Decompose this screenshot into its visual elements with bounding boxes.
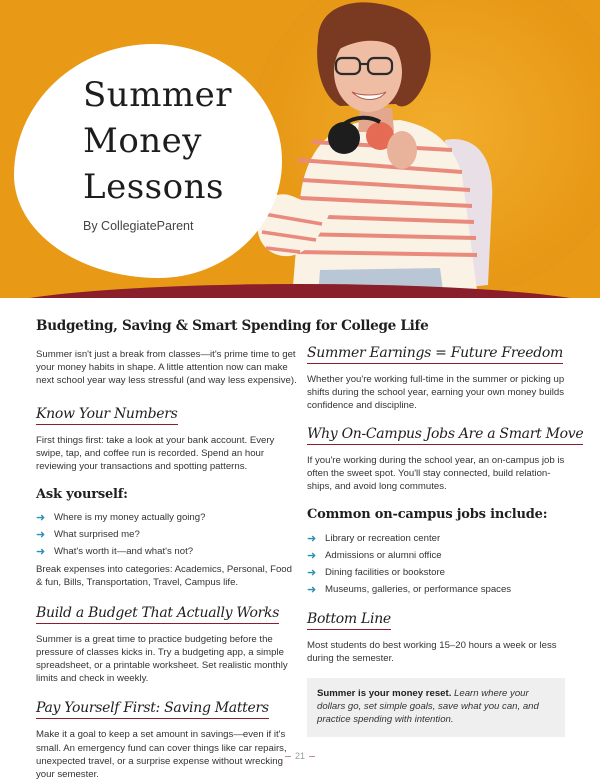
arrow-right-icon: ➜ xyxy=(307,550,317,563)
build-budget-body: Summer is a great time to practice budgeting before the pressure of classes kicks in. Try a budgeting app, a simple spreadsheet, or a printable worksheet. Set realistic monthly limits and check in weekly. xyxy=(36,633,288,685)
common-jobs-title: Common on-campus jobs include: xyxy=(307,507,548,523)
pay-yourself-body: Make it a goal to keep a set amount in savings—even if it's small. An emergency fund can cover things like car repairs, unexpected travel, or a surprise expense without wrecking your semester. xyxy=(36,729,287,779)
categories-paragraph: Break expenses into categories: Academics, Personal, Food & fun, Bills, Transportation, Travel, Campus life. xyxy=(36,564,292,589)
footer-dash-left xyxy=(285,756,291,757)
build-budget-title: Build a Budget That Actually Works xyxy=(36,605,279,624)
know-numbers-body: First things first: take a look at your bank account. Every swipe, tap, and coffee run is recorded. Spend an hour reviewing your transactions and spotting patterns. xyxy=(36,434,275,473)
on-campus-body: If you're working during the school year, an on-campus job is often the sweet spot. You'll stay connected, build relation-ships, and avoid long commutes. xyxy=(307,454,565,493)
hero-title-line-3: Lessons xyxy=(83,167,224,207)
arrow-right-icon: ➜ xyxy=(36,529,46,542)
list-item: ➜ Museums, galleries, or performance spaces xyxy=(307,584,512,597)
intro-paragraph: Summer isn't just a break from classes—it's prime time to get your money habits in shape. A little attention now can make next school year way less stressful (and way less expensive). xyxy=(36,349,297,387)
hero-banner xyxy=(0,0,600,298)
footer-dash-right xyxy=(309,756,315,757)
hero-byline: By CollegiateParent xyxy=(83,219,194,233)
on-campus-title: Why On-Campus Jobs Are a Smart Move xyxy=(307,426,583,445)
arrow-right-icon: ➜ xyxy=(307,567,317,580)
list-item: ➜ What surprised me? xyxy=(36,529,140,542)
common-jobs-list xyxy=(307,533,565,596)
callout-box xyxy=(307,678,565,738)
page-number: 21 xyxy=(294,751,305,761)
main-heading: Budgeting, Saving & Smart Spending for College Life xyxy=(36,318,429,334)
know-numbers-title: Know Your Numbers xyxy=(36,406,178,425)
list-item: ➜ Dining facilities or bookstore xyxy=(307,567,445,580)
pay-yourself-title: Pay Yourself First: Saving Matters xyxy=(36,700,269,719)
page-footer xyxy=(0,751,600,761)
arrow-right-icon: ➜ xyxy=(307,533,317,546)
list-item: ➜ What's worth it—and what's not? xyxy=(36,546,194,559)
hero-title-line-2: Money xyxy=(83,121,203,161)
list-item: ➜ Library or recreation center xyxy=(307,533,441,546)
arrow-right-icon: ➜ xyxy=(307,584,317,597)
bottom-line-body: Most students do best working 15–20 hours a week or less during the semester. xyxy=(307,640,557,665)
ask-yourself-title: Ask yourself: xyxy=(36,487,128,503)
list-item: ➜ Admissions or alumni office xyxy=(307,550,442,563)
ask-yourself-list xyxy=(36,512,298,558)
hero-title-line-1: Summer xyxy=(83,75,233,115)
callout-italic: Learn where your dollars go, set simple goals, save what you can, and practice spending with intention. xyxy=(317,687,539,726)
hero-title xyxy=(83,72,232,210)
callout-bold: Summer is your money reset. xyxy=(317,687,452,699)
list-item: ➜ Where is my money actually going? xyxy=(36,512,206,525)
arrow-right-icon: ➜ xyxy=(36,546,46,559)
summer-earnings-title: Summer Earnings = Future Freedom xyxy=(307,345,563,364)
right-column xyxy=(307,344,584,737)
bottom-line-title: Bottom Line xyxy=(307,611,391,630)
arrow-right-icon: ➜ xyxy=(36,512,46,525)
summer-earnings-body: Whether you're working full-time in the summer or picking up shifts during the school year, earning your own money builds confidence and discipline. xyxy=(307,374,565,412)
